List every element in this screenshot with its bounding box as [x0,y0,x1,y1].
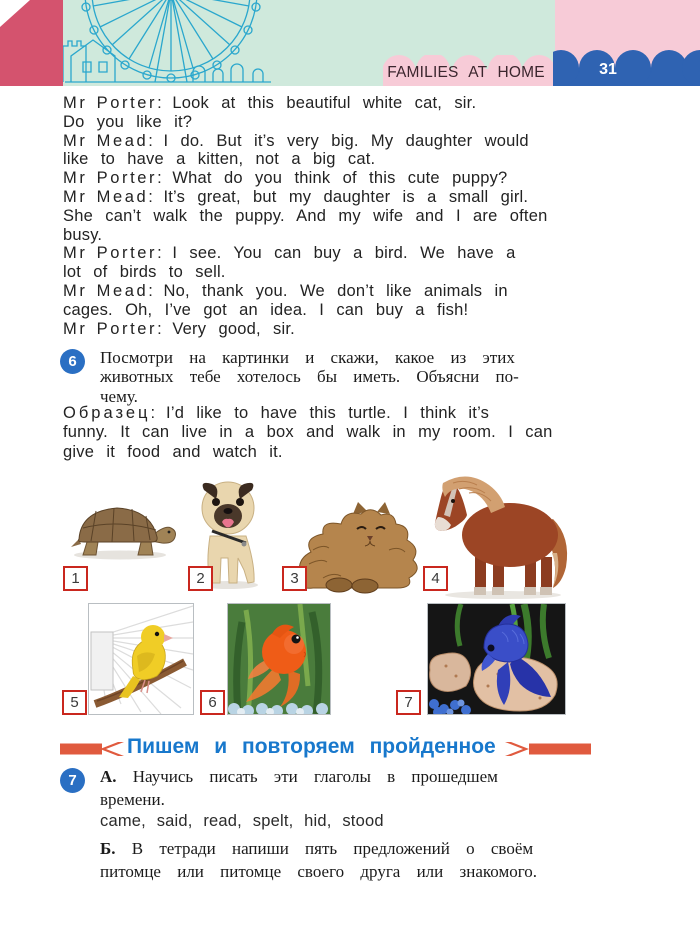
example-block [63,404,645,462]
dialog-line [63,150,645,169]
task-line [100,838,600,861]
picture-badge-1: 1 [63,566,88,591]
dialog-line [63,169,645,188]
speaker-name: Mr Mead: [63,281,156,300]
exercise-7-part-b [100,838,600,883]
task-line: животных тебе хотелось бы иметь. Объясни по- [100,367,519,387]
example-label: Образец: [63,404,159,422]
part-b-label: Б. [100,839,116,858]
picture-badge-3: 3 [282,566,307,591]
example-text: I’d like to have this turtle. I think it’s [166,404,490,422]
dialog-line [63,263,645,282]
banner-left-ornament-icon [60,742,124,756]
exercise-7-part-a [100,766,580,811]
dialog-text: like to have a kitten, not a big cat. [63,150,376,169]
picture-badge-7: 7 [396,690,421,715]
picture-turtle [65,497,180,561]
speaker-name: Mr Porter: [63,169,165,188]
dialog-line [63,244,645,263]
speaker-name: Mr Porter: [63,94,165,112]
dialog-text: What do you think of this cute puppy? [172,169,508,188]
picture-cat [293,500,425,595]
task-line: питомце или питомце своего друга или знакомого. [100,861,538,881]
task-line: времени. [100,789,165,809]
speaker-name: Mr Mead: [63,131,156,150]
speaker-name: Mr Porter: [63,319,165,338]
dialog-text: busy. [63,225,103,244]
section-banner-title: Пишем и повторяем пройденное [127,735,496,758]
part-a-label: А. [100,767,117,786]
ferris-wheel-icon [63,0,273,84]
exercise-7-number-badge: 7 [60,768,85,793]
dialog-line [63,207,645,226]
task-line [100,766,580,789]
header-rose-band [0,0,63,86]
task-line: чему. [100,386,138,406]
picture-canary [88,603,194,715]
dialog-text: Look at this beautiful white cat, sir. [172,94,477,112]
picture-badge-6: 6 [200,690,225,715]
speaker-name: Mr Porter: [63,244,165,263]
verb-list: came, said, read, spelt, hid, stood [100,812,384,830]
page-number: 31 [599,61,617,78]
example-line: give it food and watch it. [63,442,283,461]
dialog-text: Do you like it? [63,112,193,131]
exercise-6-task [100,348,575,406]
picture-blue-fish [427,603,566,715]
example-line: funny. It can live in a box and walk in my room. I can [63,423,553,442]
dialog-line [63,113,645,132]
picture-badge-4: 4 [423,566,448,591]
dialog-line [63,188,645,207]
dialog-text: cages. Oh, I’ve got an idea. I can buy a fish! [63,300,469,319]
dialog-block [63,94,645,338]
dialog-text: No, thank you. We don’t like animals in [163,281,508,300]
dialog-line [63,226,645,245]
task-text: Научись писать эти глаголы в прошедшем [132,767,498,786]
picture-badge-5: 5 [62,690,87,715]
dialog-line [63,94,645,113]
chapter-title: FAMILIES AT HOME [387,64,545,81]
dialog-line [63,320,645,339]
dialog-text: I see. You can buy a bird. We have a [172,244,516,263]
dialog-text: She can’t walk the puppy. And my wife and I are often [63,206,548,225]
dialog-text: lot of birds to sell. [63,263,226,282]
picture-badge-2: 2 [188,566,213,591]
banner-right-ornament-icon [505,742,591,756]
task-text: В тетради напиши пять предложений о своём [131,839,534,858]
dialog-line [63,282,645,301]
dialog-text: It’s great, but my daughter is a small girl. [163,187,529,206]
task-line: Посмотри на картинки и скажи, какое из этих [100,348,515,367]
exercise-6-number-badge: 6 [60,349,85,374]
dialog-line [63,301,645,320]
dialog-line [63,132,645,151]
dialog-text: Very good, sir. [172,319,295,338]
dialog-text: I do. But it’s very big. My daughter would [163,131,529,150]
example-line [63,404,645,423]
picture-goldfish [227,603,331,715]
speaker-name: Mr Mead: [63,187,156,206]
